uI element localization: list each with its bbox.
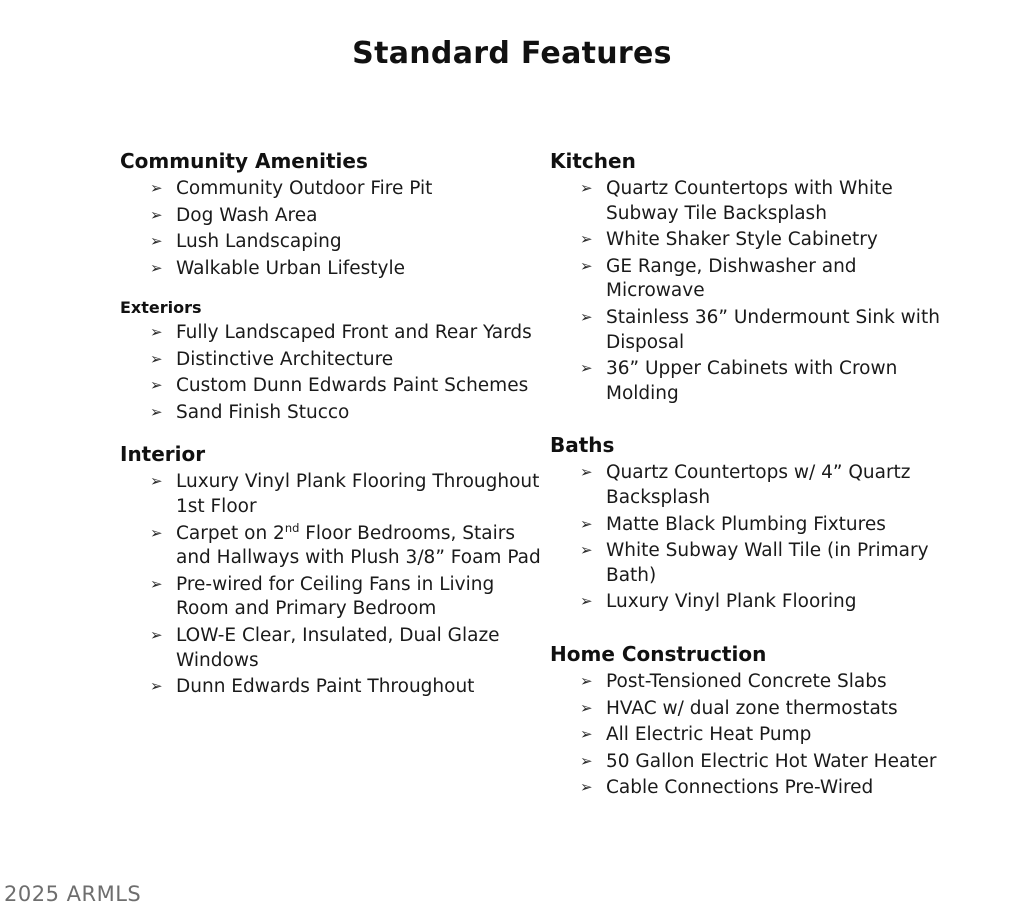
section-kitchen [542, 148, 942, 406]
list-item-label: LOW-E Clear, Insulated, Dual Glaze Windows [176, 624, 500, 671]
list-item [578, 697, 942, 722]
list-item [148, 401, 542, 426]
list-item [148, 348, 542, 373]
list-item-label: HVAC w/ dual zone thermostats [606, 697, 898, 719]
arrow-bullet-icon: ➢ [150, 179, 163, 197]
arrow-bullet-icon: ➢ [150, 205, 163, 224]
right-column [542, 148, 942, 817]
list-item-label: 36” Upper Cabinets with Crown Molding [606, 358, 898, 404]
list-item-label: Custom Dunn Edwards Paint Schemes [176, 375, 529, 397]
arrow-bullet-icon: ➢ [580, 725, 593, 744]
list-item [148, 321, 542, 346]
section-interior [112, 441, 542, 699]
arrow-bullet-icon: ➢ [150, 322, 163, 341]
arrow-bullet-icon: ➢ [580, 463, 593, 482]
section-heading: Kitchen [550, 149, 636, 173]
section-heading: Exteriors [120, 298, 202, 318]
list-item-label: Sand Finish Stucco [176, 401, 350, 423]
list-item [578, 590, 942, 615]
section-exteriors [112, 297, 542, 425]
list-item [148, 675, 542, 700]
arrow-bullet-icon: ➢ [150, 677, 163, 696]
list-item-label: Carpet on 2nd Floor Bedrooms, Stairs and Hallways with Plush 3/8” Foam Pad [176, 520, 541, 569]
feature-list [542, 177, 942, 406]
list-item [578, 670, 942, 695]
list-item-label: Dunn Edwards Paint Throughout [176, 676, 475, 698]
list-item [148, 470, 542, 519]
list-item [148, 177, 542, 202]
arrow-bullet-icon: ➢ [580, 230, 593, 249]
arrow-bullet-icon: ➢ [580, 307, 593, 326]
list-item [148, 573, 542, 622]
arrow-bullet-icon: ➢ [150, 258, 163, 277]
list-item-label: White Shaker Style Cabinetry [606, 229, 878, 251]
list-item-label: Walkable Urban Lifestyle [176, 257, 405, 279]
arrow-bullet-icon: ➢ [580, 671, 593, 690]
features-columns [0, 148, 1024, 817]
list-item-label: All Electric Heat Pump [606, 724, 812, 746]
list-item-label: Pre-wired for Ceiling Fans in Living Room and Primary Bedroom [176, 573, 495, 620]
list-item-label: Quartz Countertops w/ 4” Quartz Backsplash [606, 462, 911, 508]
list-item [578, 513, 942, 538]
arrow-bullet-icon: ➢ [580, 256, 593, 275]
list-item [578, 228, 942, 253]
list-item [578, 461, 942, 510]
list-item-label: Post-Tensioned Concrete Slabs [606, 670, 887, 692]
arrow-bullet-icon: ➢ [580, 514, 593, 533]
list-item-label: White Subway Wall Tile (in Primary Bath) [606, 540, 929, 586]
feature-list [112, 470, 542, 699]
arrow-bullet-icon: ➢ [580, 359, 593, 378]
list-item-label: Stainless 36” Undermount Sink with Disposal [606, 306, 940, 353]
list-item-label: Dog Wash Area [176, 204, 318, 226]
list-item-label: Luxury Vinyl Plank Flooring Throughout 1st Floor [176, 471, 540, 517]
feature-list [112, 177, 542, 281]
feature-list [542, 461, 942, 615]
section-home-construction [542, 641, 942, 801]
list-item-label: 50 Gallon Electric Hot Water Heater [606, 750, 937, 772]
arrow-bullet-icon: ➢ [150, 574, 163, 593]
section-heading: Interior [120, 442, 206, 467]
list-item [148, 204, 542, 229]
list-item-label: Luxury Vinyl Plank Flooring [606, 591, 857, 613]
section-community-amenities [112, 148, 542, 281]
arrow-bullet-icon: ➢ [150, 349, 163, 368]
arrow-bullet-icon: ➢ [150, 376, 163, 395]
feature-list [542, 670, 942, 801]
arrow-bullet-icon: ➢ [580, 541, 593, 560]
arrow-bullet-icon: ➢ [580, 179, 593, 197]
feature-list [112, 321, 542, 425]
arrow-bullet-icon: ➢ [150, 232, 163, 251]
list-item-label: Fully Landscaped Front and Rear Yards [176, 321, 532, 343]
list-item [578, 539, 942, 588]
list-item [148, 624, 542, 673]
list-item [148, 257, 542, 282]
arrow-bullet-icon: ➢ [580, 592, 593, 611]
list-item [578, 776, 942, 801]
list-item-label: Cable Connections Pre-Wired [606, 777, 874, 799]
arrow-bullet-icon: ➢ [580, 698, 593, 717]
list-item [148, 374, 542, 399]
watermark: 2025 ARMLS [4, 882, 142, 906]
list-item [578, 723, 942, 748]
page-title: Standard Features [352, 36, 672, 71]
arrow-bullet-icon: ➢ [150, 402, 163, 421]
list-item-label: Matte Black Plumbing Fixtures [606, 513, 886, 535]
list-item [148, 522, 542, 571]
left-column [112, 148, 542, 716]
list-item-label: Quartz Countertops with White Subway Tile Backsplash [606, 178, 893, 224]
arrow-bullet-icon: ➢ [150, 625, 163, 644]
list-item [148, 230, 542, 255]
arrow-bullet-icon: ➢ [150, 523, 163, 542]
list-item [578, 306, 942, 355]
arrow-bullet-icon: ➢ [580, 778, 593, 797]
list-item [578, 357, 942, 406]
list-item-label: Distinctive Architecture [176, 348, 394, 370]
arrow-bullet-icon: ➢ [580, 751, 593, 770]
list-item-label: Community Outdoor Fire Pit [176, 178, 433, 199]
section-heading: Community Amenities [120, 149, 368, 173]
list-item [578, 750, 942, 775]
list-item [578, 255, 942, 304]
list-item-label: GE Range, Dishwasher and Microwave [606, 255, 857, 302]
list-item-label: Lush Landscaping [176, 231, 342, 253]
section-heading: Baths [550, 433, 615, 458]
section-baths [542, 432, 942, 615]
section-heading: Home Construction [550, 641, 767, 666]
arrow-bullet-icon: ➢ [150, 472, 163, 491]
list-item [578, 177, 942, 226]
